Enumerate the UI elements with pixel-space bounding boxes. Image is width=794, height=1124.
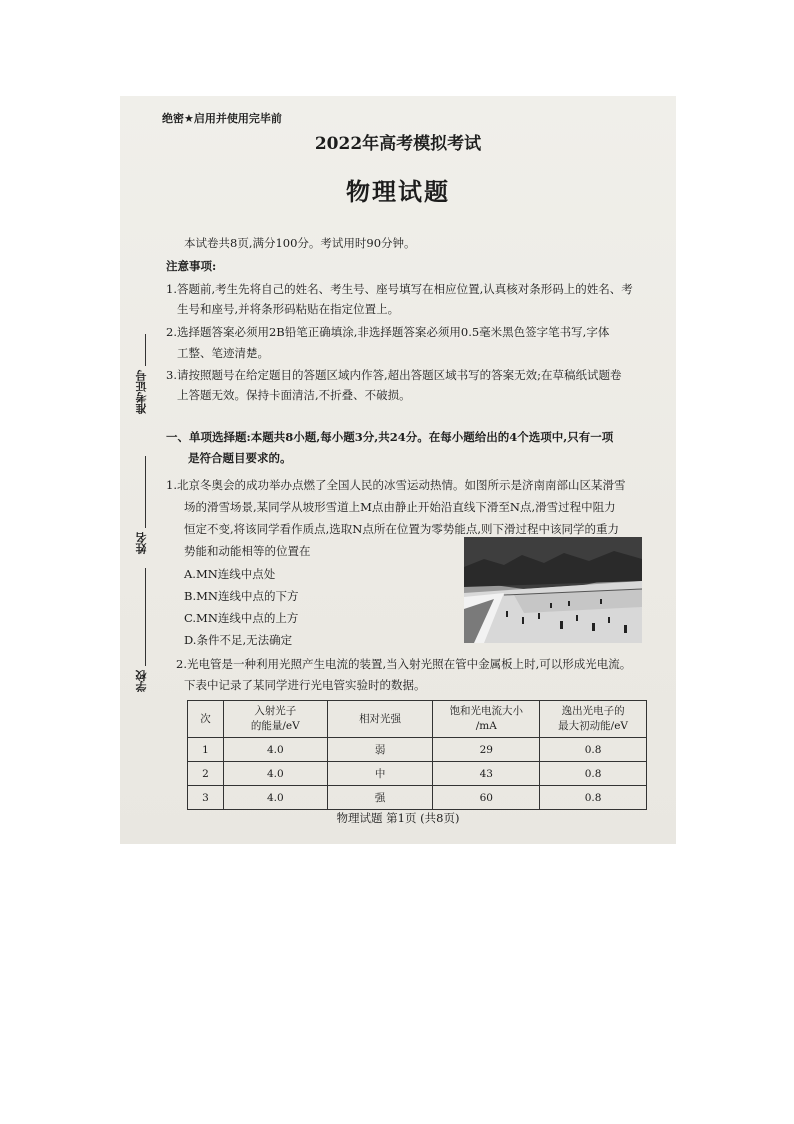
cell-trial: 3 bbox=[188, 786, 224, 810]
cell-energy: 4.0 bbox=[223, 762, 327, 786]
section-1-heading-line-2: 是符合题目要求的。 bbox=[188, 451, 292, 465]
note-2-line-2: 工整、笔迹清楚。 bbox=[177, 346, 269, 360]
section-1-heading-line-1: 一、单项选择题:本题共8小题,每小题3分,共24分。在每小题给出的4个选项中,只有一项 bbox=[166, 430, 614, 444]
photoelectric-data-table bbox=[187, 700, 647, 810]
subject-title: 物理试题 bbox=[346, 177, 450, 206]
cell-kinetic-energy: 0.8 bbox=[540, 738, 647, 762]
q1-option-d: D.条件不足,无法确定 bbox=[184, 633, 293, 647]
q1-option-c: C.MN连线中点的上方 bbox=[184, 611, 299, 625]
ski-slope-photo bbox=[464, 537, 642, 643]
table-row bbox=[188, 762, 647, 786]
school-label: 学校 bbox=[135, 670, 148, 692]
q2-stem-line-2: 下表中记录了某同学进行光电管实验时的数据。 bbox=[184, 678, 426, 692]
cell-energy: 4.0 bbox=[223, 738, 327, 762]
note-1-line-2: 生号和座号,并将条形码粘贴在指定位置上。 bbox=[177, 302, 400, 316]
exam-number-label: 准考证号 bbox=[135, 370, 148, 414]
exam-title: 2022年高考模拟考试 bbox=[314, 134, 482, 154]
cell-energy: 4.0 bbox=[223, 786, 327, 810]
header-trial: 次 bbox=[188, 701, 224, 738]
cell-intensity: 弱 bbox=[327, 738, 433, 762]
table-row bbox=[188, 786, 647, 810]
table-row bbox=[188, 738, 647, 762]
exam-number-line bbox=[145, 334, 146, 366]
q1-stem-line-1: 1.北京冬奥会的成功举办点燃了全国人民的冰雪运动热情。如图所示是济南南部山区某滑雪 bbox=[166, 478, 626, 492]
q1-option-b: B.MN连线中点的下方 bbox=[184, 589, 299, 603]
note-3-line-1: 3.请按照题号在给定题目的答题区域内作答,超出答题区域书写的答案无效;在草稿纸试题卷 bbox=[166, 368, 622, 382]
header-photon-energy: 入射光子 的能量/eV bbox=[223, 701, 327, 738]
name-label: 姓名 bbox=[135, 532, 148, 554]
header-saturation-current: 饱和光电流大小 /mA bbox=[433, 701, 540, 738]
note-3-line-2: 上答题无效。保持卡面清洁,不折叠、不破损。 bbox=[177, 388, 411, 402]
name-line bbox=[145, 456, 146, 528]
cell-trial: 1 bbox=[188, 738, 224, 762]
cell-trial: 2 bbox=[188, 762, 224, 786]
page-footer: 物理试题 第1页 (共8页) bbox=[336, 811, 460, 825]
header-max-kinetic-energy: 逸出光电子的 最大初动能/eV bbox=[540, 701, 647, 738]
note-2-line-1: 2.选择题答案必须用2B铅笔正确填涂,非选择题答案必须用0.5毫米黑色签字笔书写,字体 bbox=[166, 325, 610, 339]
cell-current: 29 bbox=[433, 738, 540, 762]
q1-option-a: A.MN连线中点处 bbox=[184, 567, 276, 581]
intro-text: 本试卷共8页,满分100分。考试用时90分钟。 bbox=[184, 236, 416, 250]
note-1-line-1: 1.答题前,考生先将自己的姓名、考生号、座号填写在相应位置,认真核对条形码上的姓名、考 bbox=[166, 282, 633, 296]
notes-heading: 注意事项: bbox=[166, 259, 217, 273]
table-header-row bbox=[188, 701, 647, 738]
cell-current: 60 bbox=[433, 786, 540, 810]
q2-stem-line-1: 2.光电管是一种利用光照产生电流的装置,当入射光照在管中金属板上时,可以形成光电流。 bbox=[176, 657, 632, 671]
cell-current: 43 bbox=[433, 762, 540, 786]
cell-kinetic-energy: 0.8 bbox=[540, 786, 647, 810]
cell-intensity: 强 bbox=[327, 786, 433, 810]
q1-stem-line-2: 场的滑雪场景,某同学从坡形雪道上M点由静止开始沿直线下滑至N点,滑雪过程中阻力 bbox=[184, 500, 616, 514]
cell-kinetic-energy: 0.8 bbox=[540, 762, 647, 786]
confidential-label: 绝密★启用并使用完毕前 bbox=[162, 112, 282, 125]
cell-intensity: 中 bbox=[327, 762, 433, 786]
q1-stem-line-3: 恒定不变,将该同学看作质点,选取N点所在位置为零势能点,则下滑过程中该同学的重力 bbox=[184, 522, 620, 536]
exam-page bbox=[120, 96, 676, 844]
header-relative-intensity: 相对光强 bbox=[327, 701, 433, 738]
school-line bbox=[145, 568, 146, 666]
q1-stem-line-4: 势能和动能相等的位置在 bbox=[184, 544, 311, 558]
